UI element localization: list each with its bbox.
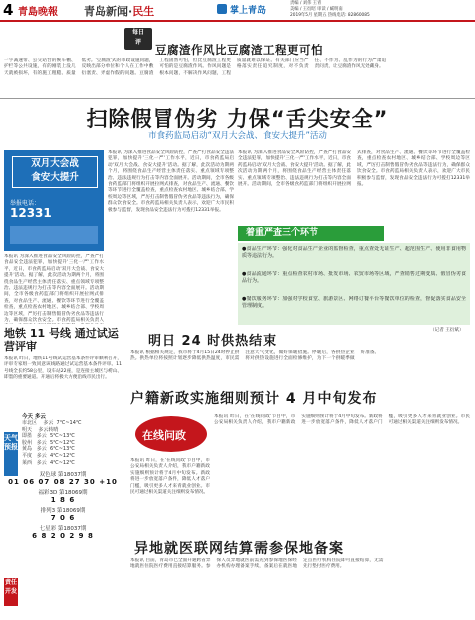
focus-box	[238, 243, 470, 325]
main-body-col1: 本报讯 为深入推进食品安全风险防控，严查严打食品安全违法犯罪，加快提升'三化一严'工作水平，近日，市食药监局启动'双月大会战、食安大提升'活动。据了解，此次活动为期两个月，将围绕食品生产经营主体责任落实、重点领域专项整治、违法违规行为打击等内容全面展开。活动期间，全市各级食药监部门将组织开展拉网式排查，对食品生产、流通、餐饮等环节进行全覆盖检查，重点检查农村地区、城乡结合部、学校周边等区域，严厉打击制售假冒伪劣食品等违法行为，确保群众饮食安全。市食药监局相关负责人	[4, 254, 104, 324]
hotline-label: 举报电话：	[10, 200, 41, 207]
daily-comment-badge: 每日 评	[124, 28, 152, 50]
weather-tag: 天气预报	[4, 432, 18, 476]
weather-list	[22, 420, 122, 466]
column-headline: 豆腐渣作风比豆腐渣工程更可怕	[155, 43, 323, 57]
weather-row: 胶州 多云 5℃~12℃	[22, 439, 75, 446]
weather-row: 即墨 多云 5℃~13℃	[22, 433, 75, 440]
poster-title: 双月大会战 食安大提升	[12, 156, 98, 188]
weather-row: 平度 多云 4℃~12℃	[22, 452, 75, 459]
hukou-body-1: 本报讯 昨日，在'在线问政'节目中，市公安局相关负责人介绍，我市户籍新政实施细则预计将于4月中旬发布。新政将进一步放宽落户条件，降低人才落户门槛，吸引更多人才来青就业创业。市民可通过相关渠道关注细则发布情况。	[130, 458, 210, 496]
page-header	[0, 0, 475, 20]
hukou-body-2: 本报讯 昨日，在'在线问政'节目中，市公安局相关负责人介绍，我市户籍新政实施细则预计将于4月中旬发布。新政将进一步放宽落户条件，降低人才落户门槛，吸引更多人才来青就业创业。市民可通过相关渠道关注细则发布情况。	[214, 414, 470, 426]
newspaper-logo: 青島晚報	[18, 7, 58, 18]
main-headline: 扫除假冒伪劣 力保“舌尖安全”	[86, 107, 389, 131]
footer-tag: 责任开发	[4, 578, 18, 606]
online-q-text: 在线问政	[142, 429, 186, 442]
weather-row: 黄岛 多云 6℃~13℃	[22, 446, 75, 453]
hukou-headline: 户籍新政实施细则预计 4 月中旬发布	[130, 391, 378, 407]
byline: （记者 王衍斌）	[430, 328, 464, 333]
lottery-title: 双色球 第18037期	[39, 472, 87, 478]
focus-item: ●餐饮服务环节：加强对学校食堂、旅游景区、网络订餐平台等餐饮单位的检查，督促落实食品安全管理制度。	[242, 296, 466, 309]
medical-body: 本报讯 目前，青岛市已全面开通跨省异地就医住院医疗费用直接结算服务。参保人员异地就医前需先到参保地医保经办机构办理备案手续，备案后在就医地定点医疗机构住院即可直接结算，无需先行垫付医疗费用。	[130, 558, 384, 570]
app-icon	[217, 4, 227, 14]
edition-meta: 责编 / 刘伟 王青 美编 / 王衍昭 审读 / 臧明南 2019年5月 星期五 热线电话: 82860085	[290, 1, 370, 18]
lottery-numbers: 1 8 6	[50, 496, 76, 504]
app-name: 掌上青岛	[230, 6, 267, 16]
lottery-title: 排列3 第18069期	[40, 508, 86, 514]
poster-image	[10, 226, 98, 244]
subway-headline: 地铁 11 号线 通过试运营评审	[4, 327, 119, 353]
divider	[0, 98, 475, 99]
online-q-badge	[134, 414, 208, 456]
lottery-numbers: 7 0 6	[50, 514, 76, 522]
column-body: 一字减速带、公交站台的候车棚、护栏等公共设施，有的刚装上没几天就被损坏，有的施工粗糙、质量低劣。'豆腐渣'式的市政设施问题，反映出部分单位和个人在工作中敷衍塞责、弄虚作假的问题。豆腐渣工程固然可怕，但比豆腐渣工程更可怕的是豆腐渣作风。作风问题是根本问题，不解决作风问题，工程质量就难以保证。有关部门应当严格落实责任追究制度，对不负责任、不作为、乱作为的行为严肃追责问责，让豆腐渣作风无处藏身。	[4, 58, 387, 76]
heating-headline: 明日 24 时供热结束	[148, 334, 278, 349]
lottery-numbers: 01 06 07 08 27 30 +10	[8, 478, 118, 486]
main-subtitle: 市食药监局启动“双月大会战、食安大提升”活动	[148, 131, 327, 141]
section-title: 青岛新闻·民生	[84, 5, 155, 18]
weather-row: 明天 多云转晴	[22, 426, 59, 433]
weather-row: 莱西 多云 4℃~12℃	[22, 459, 75, 466]
focus-item: ●食品生产环节：强化对食品生产企业的监督检查，重点查处无证生产、超范围生产、使用非食用物质等违法行为。	[242, 246, 466, 259]
subway-body: 本报讯 昨日，地铁11号线试运营基本条件评审顺利召开，评审专家组一致同意该线路通过试运营基本条件评审。11号线全长约58公里，设车站22座，是连接主城区与崂山、即墨的重要通道。开通后将极大方便沿线市民出行。	[4, 356, 122, 381]
weather-row: 市北区 多云 7℃~14℃	[22, 420, 82, 426]
lottery-title: 七星彩 第18037期	[39, 526, 87, 532]
main-body-col3: 本报讯 为深入推进食品安全风险防控，严查严打食品安全违法犯罪，加快提升'三化一严'工作水平，近日，市食药监局启动'双月大会战、食安大提升'活动。据了解，此次活动为期两个月，将围绕食品生产经营主体责任落实、重点领域专项整治、违法违规行为打击等内容全面展开。活动期间，全市各级食药监部门将组织开展拉网式排查，对食品生产、流通、餐饮等环节进行全覆盖检查，重点检查农村地区、城乡结合部、学校周边等区域，严厉打击制售假冒伪劣食品等违法行为，确保群众饮食安全。市食药监局相关负责人表示，欢迎广大市民积极参与监督，发现食品安全违法行为可拨打12331举报。	[238, 150, 470, 188]
focus-box-header: 着重严查三个环节	[238, 226, 384, 241]
focus-item: ●食品流通环节：重点检查农村市场、批发市场、农贸市场等区域，严查销售过期变质、假冒伪劣食品行为。	[242, 271, 466, 284]
lottery-panel	[4, 470, 122, 540]
page-number: 4	[3, 1, 14, 19]
medical-headline: 异地就医联网结算需参保地备案	[134, 541, 344, 557]
heating-body: 本报讯 根据相关规定，我市将于4月15日24时停止供热。供热单位将按照计划逐步降低供热温度，市民需注意天气变化，做好保暖措施。停暖后，各供热企业将对供热设施进行全面检修维护，为下一个供暖季做好准备。	[130, 350, 380, 362]
header-rule	[0, 20, 475, 22]
hotline-number: 12331	[10, 206, 52, 220]
lottery-title: 福彩3D 第18069期	[38, 490, 88, 496]
main-body-col2: 本报讯 为深入推进食品安全风险防控，严查严打食品安全违法犯罪，加快提升'三化一严'工作水平，近日，市食药监局启动'双月大会战、食安大提升'活动。据了解，此次活动为期两个月，将围绕食品生产经营主体责任落实、重点领域专项整治、违法违规行为打击等内容全面展开。活动期间，全市各级食药监部门将组织开展拉网式排查，对食品生产、流通、餐饮等环节进行全覆盖检查，重点检查农村地区、城乡结合部、学校周边等区域，严厉打击制售假冒伪劣食品等违法行为，确保群众饮食安全。市食药监局相关负责人表示，欢迎广大市民积极参与监督，发现食品安全违法行为可拨打12331举报。	[108, 150, 234, 213]
weather-today: 今天 多云	[22, 414, 46, 420]
campaign-poster	[4, 150, 104, 251]
lottery-numbers: 6 8 2 0 2 9 8	[32, 532, 94, 540]
